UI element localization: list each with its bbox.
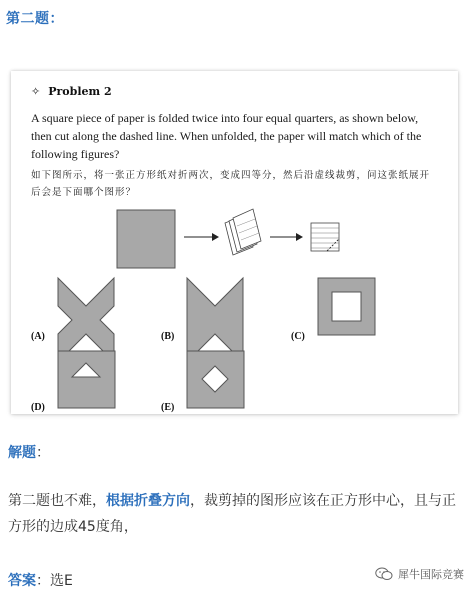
- original-square: [117, 210, 175, 268]
- option-a-label: (A): [31, 331, 45, 342]
- problem-text-english: A square piece of paper is folded twice into four equal quarters, as shown below, then cut along the dashed line. When unfolded, the paper will match which of the following figures?: [31, 111, 422, 161]
- problem-text-chinese: 如下图所示，将一张正方形纸对折两次，变成四等分，然后沿虚线裁剪，问这张纸展开后会是下面哪个图形？: [31, 170, 431, 198]
- option-e-label: (E): [161, 402, 175, 413]
- answer-label: 答案: [8, 573, 36, 589]
- option-c-label: (C): [291, 331, 305, 342]
- problem-figures: [11, 71, 458, 414]
- solution-paragraph: [8, 488, 466, 540]
- solution-text-end: ，裁剪掉的图形应该在正方形中心，且与正方形的边成45度角，: [8, 493, 456, 535]
- folding-paper-icon: [225, 209, 261, 255]
- folded-quarter-icon: [311, 223, 339, 251]
- problem-title: Problem 2: [48, 85, 112, 98]
- option-a-figure: [31, 278, 114, 362]
- watermark: [375, 566, 464, 582]
- solution-emphasis: 根据折叠方向: [106, 493, 190, 509]
- option-e-figure: [161, 351, 244, 413]
- solution-heading: [8, 442, 50, 462]
- page-heading: 第二题：: [6, 11, 64, 27]
- watermark-text: 犀牛国际竞赛: [398, 568, 464, 581]
- arrow-icon: [184, 233, 219, 241]
- answer-value: ：选E: [36, 573, 73, 589]
- solution-colon: ：: [36, 445, 50, 461]
- wechat-bubble-icon: [375, 567, 393, 581]
- solution-text-start: 第二题也不难，: [8, 493, 106, 509]
- option-b-figure: [161, 278, 243, 362]
- option-b-label: (B): [161, 331, 175, 342]
- diamond-icon: ✧: [31, 85, 41, 98]
- answer-line: [8, 570, 73, 590]
- problem-image: [11, 71, 458, 414]
- folding-sequence: [117, 209, 339, 268]
- option-d-figure: [31, 351, 115, 413]
- option-c-figure: [291, 278, 375, 342]
- option-d-label: (D): [31, 402, 45, 413]
- arrow-icon: [270, 233, 303, 241]
- solution-label: 解题: [8, 445, 36, 461]
